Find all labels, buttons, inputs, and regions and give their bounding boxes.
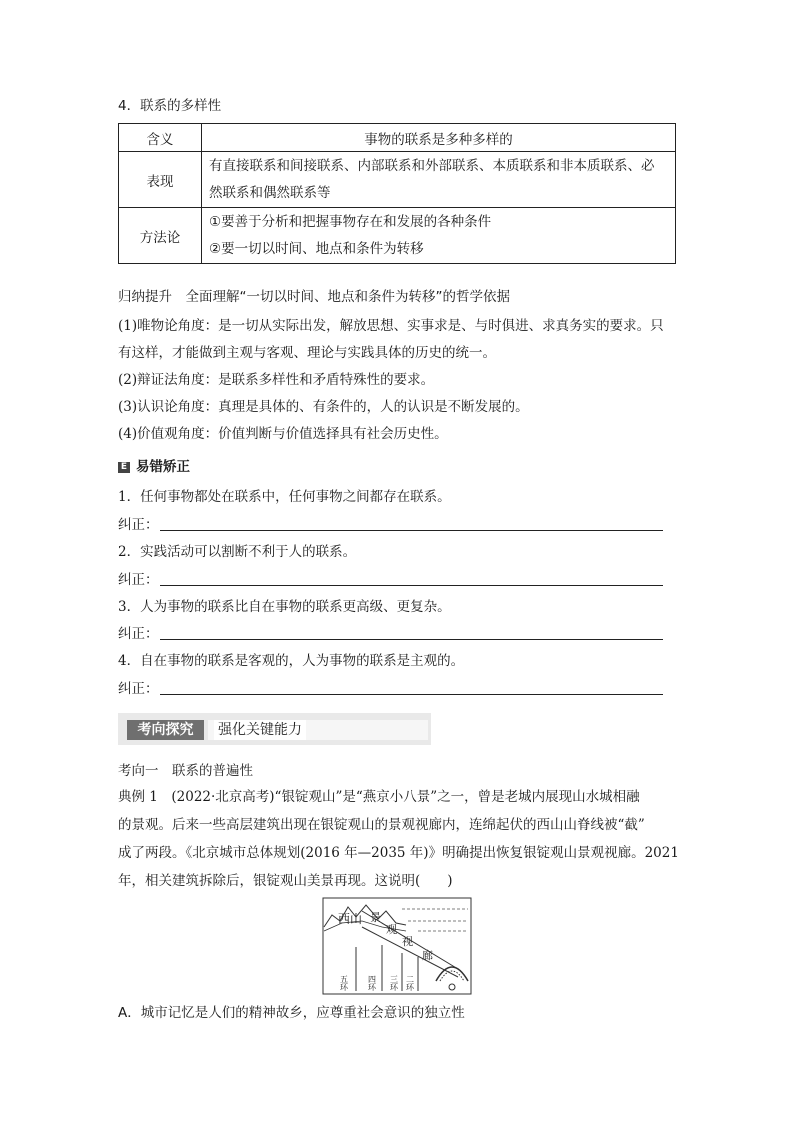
diversity-table xyxy=(118,123,676,264)
banner-dark-label: 考向探究 xyxy=(127,720,204,740)
correction-label: 纠正： xyxy=(118,681,159,697)
direction-heading: 考向一 联系的普遍性 xyxy=(118,763,253,779)
example-text: 年，相关建筑拆除后，银锭观山美景再现。这说明( ) xyxy=(118,873,453,889)
figure-label-lang: 廊 xyxy=(422,949,433,962)
figure-label-shi: 视 xyxy=(402,935,413,948)
error-item: 4．自在事物的联系是客观的，人为事物的联系是主观的。 xyxy=(118,653,465,669)
table-row xyxy=(119,152,676,208)
table-cell-line: ②要一切以时间、地点和条件为转移 xyxy=(209,240,424,257)
correction-answer-line[interactable] xyxy=(160,585,663,586)
error-item: 1．任何事物都处在联系中，任何事物之间都存在联系。 xyxy=(118,489,451,505)
example-text: 的景观。后来一些高层建筑出现在银锭观山的景观视廊内，连绵起伏的西山山脊线被“截” xyxy=(118,817,645,833)
summary-paragraph: 有这样，才能做到主观与客观、理论与实践具体的历史的统一。 xyxy=(118,345,496,361)
figure-label-jing: 景 xyxy=(370,911,381,924)
correction-label: 纠正： xyxy=(118,626,159,642)
table-cell-manifestation xyxy=(202,152,676,208)
banner-light-box xyxy=(208,720,428,740)
figure-label-ring2: 二环 xyxy=(405,975,415,991)
table-row xyxy=(119,208,676,264)
table-cell-meaning: 事物的联系是多种多样的 xyxy=(202,124,676,152)
correction-answer-line[interactable] xyxy=(160,694,663,695)
error-correction-icon: E xyxy=(118,462,130,473)
error-section-title: 易错矫正 xyxy=(136,459,190,475)
summary-paragraph: (3)认识论角度：真理是具体的、有条件的，人的认识是不断发展的。 xyxy=(118,399,529,415)
summary-paragraph: (1)唯物论角度：是一切从实际出发，解放思想、实事求是、与时俱进、求真务实的要求。只 xyxy=(118,318,664,334)
summary-paragraph: (4)价值观角度：价值判断与价值选择具有社会历史性。 xyxy=(118,426,448,442)
example-text: 成了两段。《北京城市总体规划(2016 年—2035 年)》明确提出恢复银锭观山景观视廊。2021 xyxy=(118,845,679,861)
table-cell-methodology xyxy=(202,208,676,264)
section-heading: 4．联系的多样性 xyxy=(118,98,222,114)
summary-heading: 归纳提升 全面理解“一切以时间、地点和条件为转移”的哲学依据 xyxy=(118,289,510,305)
option-a[interactable]: A．城市记忆是人们的精神故乡，应尊重社会意识的独立性 xyxy=(118,1005,465,1021)
figure-label-ring5: 五环 xyxy=(339,975,349,991)
banner-light-label: 强化关键能力 xyxy=(214,720,306,740)
view-corridor-figure xyxy=(322,897,472,995)
correction-answer-line[interactable] xyxy=(160,639,663,640)
table-head-meaning: 含义 xyxy=(119,124,202,152)
error-item: 3．人为事物的联系比自在事物的联系更高级、更复杂。 xyxy=(118,599,451,615)
error-item: 2．实践活动可以割断不利于人的联系。 xyxy=(118,544,357,560)
section-banner xyxy=(118,713,431,745)
table-head-manifestation: 表现 xyxy=(119,152,202,208)
table-cell-line: 然联系和偶然联系等 xyxy=(209,184,331,201)
table-cell-line: 有直接联系和间接联系、内部联系和外部联系、本质联系和非本质联系、必 xyxy=(209,157,655,174)
figure-label-ring4: 四环 xyxy=(367,975,377,991)
example-text: 典例 1 (2022·北京高考)“银锭观山”是“燕京小八景”之一，曾是老城内展现山水城相融 xyxy=(118,789,640,805)
figure-label-xishan: 西山 xyxy=(338,912,363,926)
correction-label: 纠正： xyxy=(118,517,159,533)
correction-label: 纠正： xyxy=(118,572,159,588)
figure-label-ring3: 三环 xyxy=(389,975,399,991)
figure-label-guan: 观 xyxy=(386,923,397,936)
table-row xyxy=(119,124,676,152)
table-head-methodology: 方法论 xyxy=(119,208,202,264)
correction-answer-line[interactable] xyxy=(160,530,663,531)
table-cell-line: ①要善于分析和把握事物存在和发展的各种条件 xyxy=(209,213,492,230)
summary-paragraph: (2)辩证法角度：是联系多样性和矛盾特殊性的要求。 xyxy=(118,372,435,388)
